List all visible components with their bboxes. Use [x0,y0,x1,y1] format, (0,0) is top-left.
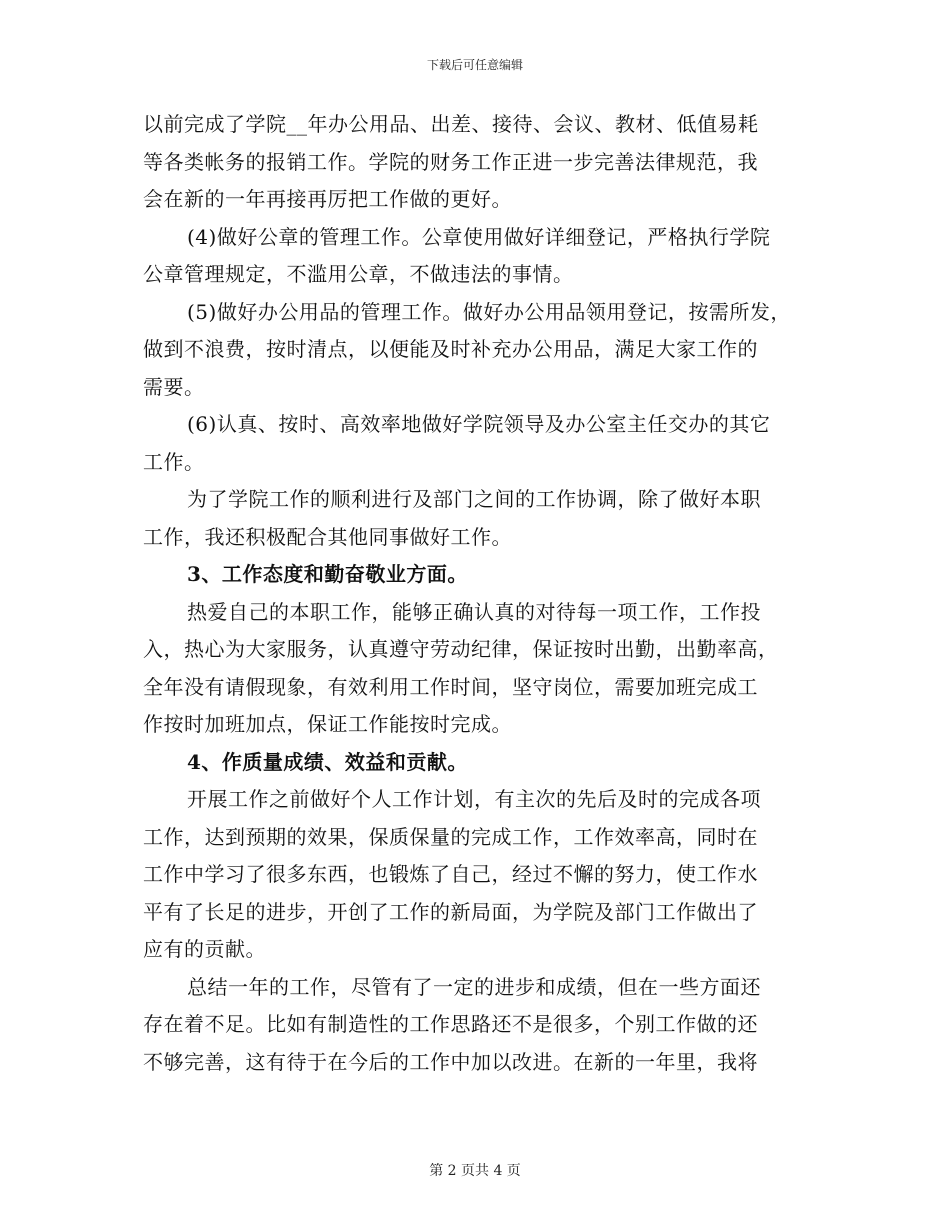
page-footer: 第 2 页共 4 页 [429,1163,521,1179]
text-line: 会在新的一年再接再厉把工作做的更好。 [143,187,512,211]
document-body [143,106,823,1081]
text-line: 应有的贡献。 [143,937,266,961]
text-line: 热爱自己的本职工作，能够正确认真的对待每一项工作，工作投 [187,599,761,624]
text-line: 为了学院工作的顺利进行及部门之间的工作协调，除了做好本职 [187,487,761,511]
text-line: 作按时加班加点，保证工作能按时完成。 [143,712,512,736]
section-heading: 3、工作态度和勤奋敬业方面。 [187,562,468,586]
text-line: 工作，我还积极配合其他同事做好工作。 [143,524,512,549]
text-line: (4)做好公章的管理工作。公章使用做好详细登记，严格执行学院 [187,224,771,249]
text-line: 存在着不足。比如有制造性的工作思路还不是很多，个别工作做的还 [143,1012,758,1036]
text-line: 做到不浪费，按时清点，以便能及时补充办公用品，满足大家工作的 [143,337,758,361]
text-line: 全年没有请假现象，有效利用工作时间，坚守岗位，需要加班完成工 [143,674,758,699]
section-heading: 4、作质量成绩、效益和贡献。 [187,749,468,774]
text-line: 不够完善，这有待于在今后的工作中加以改进。在新的一年里，我将 [143,1049,758,1074]
text-line: 总结一年的工作，尽管有了一定的进步和成绩，但在一些方面还 [187,974,761,999]
text-line: 入，热心为大家服务，认真遵守劳动纪律，保证按时出勤，出勤率高， [143,637,779,661]
text-line: (6)认真、按时、高效率地做好学院领导及办公室主任交办的其它 [187,412,771,436]
text-line: 工作中学习了很多东西，也锻炼了自己，经过不懈的努力，使工作水 [143,862,758,886]
text-line: 开展工作之前做好个人工作计划，有主次的先后及时的完成各项 [187,787,761,811]
text-line: 工作。 [143,449,205,474]
page-header: 下载后可任意编辑 [426,58,523,72]
text-line: 工作，达到预期的效果，保质保量的完成工作，工作效率高，同时在 [143,824,758,849]
text-line: 等各类帐务的报销工作。学院的财务工作正进一步完善法律规范，我 [143,149,758,174]
text-line: (5)做好办公用品的管理工作。做好办公用品领用登记，按需所发， [187,299,791,324]
text-line: 需要。 [143,374,205,399]
text-line: 平有了长足的进步，开创了工作的新局面，为学院及部门工作做出了 [143,899,758,924]
text-line: 公章管理规定，不滥用公章，不做违法的事情。 [143,262,574,286]
text-line: 以前完成了学院__年办公用品、出差、接待、会议、教材、低值易耗 [143,112,759,136]
